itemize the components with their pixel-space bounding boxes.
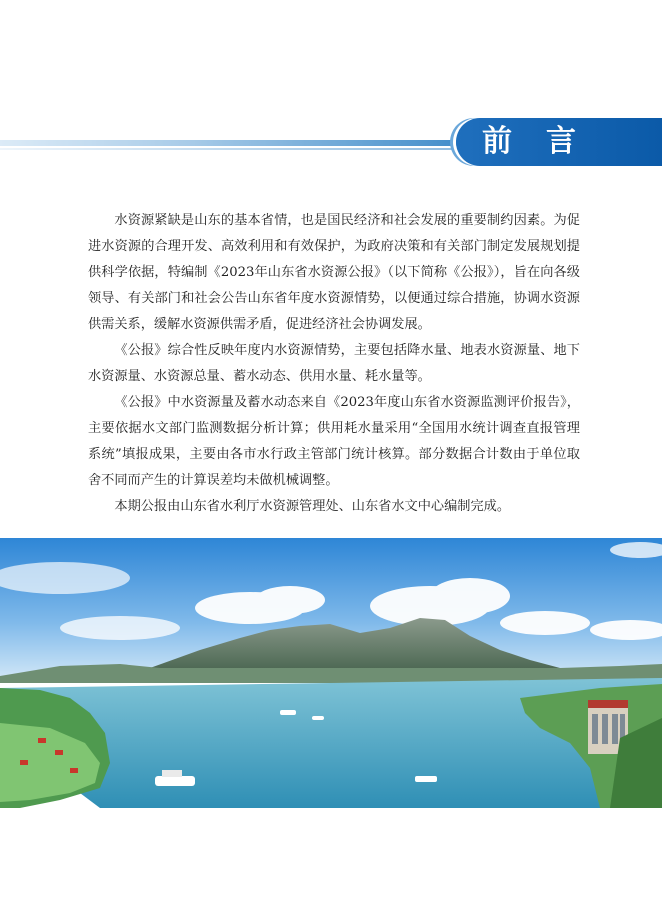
paragraph-4: 本期公报由山东省水利厅水资源管理处、山东省水文中心编制完成。 bbox=[114, 499, 511, 514]
header-rule-thin bbox=[0, 148, 470, 150]
paragraph-3: 《公报》中水资源量及蓄水动态来自《2023年度山东省水资源监测评价报告》，主要依据水文部门监测数据分析计算；供用耗水量采用“全国用水统计调查直报管理系统”填报成果，主要由各市水行政主管部门统计核算。部分数据合计数由于单位取舍不同而产生的计算误差均未做机械调整。 bbox=[88, 395, 580, 488]
reservoir-landscape-photo bbox=[0, 538, 662, 808]
paragraph-1: 水资源紧缺是山东的基本省情，也是国民经济和社会发展的重要制约因素。为促进水资源的合理开发、高效利用和有效保护，为政府决策和有关部门制定发展规划提供科学依据，特编制《2023年山东省水资源公报》（以下简称《公报》），旨在向各级领导、有关部门和社会公告山东省年度水资源情势，以便通过综合措施，协调水资源供需关系，缓解水资源供需矛盾，促进经济社会协调发展。 bbox=[88, 213, 580, 332]
preface-body bbox=[88, 208, 580, 520]
paragraph-2: 《公报》综合性反映年度内水资源情势，主要包括降水量、地表水资源量、地下水资源量、水资源总量、蓄水动态、供用水量、耗水量等。 bbox=[88, 343, 580, 384]
page-title: 前言 bbox=[482, 124, 610, 159]
header-rule bbox=[0, 140, 470, 146]
